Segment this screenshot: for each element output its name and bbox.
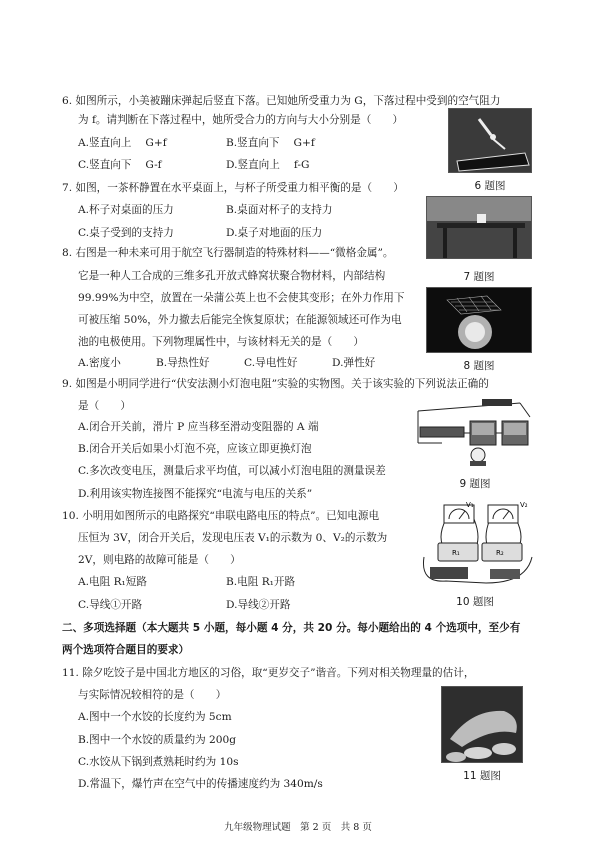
q10-figure-circuit xyxy=(416,499,540,589)
q8-option-c: C.导电性好 xyxy=(244,357,298,369)
q8-option-b: B.导热性好 xyxy=(156,357,210,369)
q7-figure-teacup xyxy=(426,196,532,259)
q8-option-d: D.弹性好 xyxy=(332,357,376,369)
q6-figure-caption: 6 题图 xyxy=(474,180,506,192)
q11-option-d: D.常温下，爆竹声在空气中的传播速度约为 340m/s xyxy=(78,778,323,790)
section2-header-line1: 二、多项选择题（本大题共 5 小题，每小题 4 分，共 20 分。每小题给出的 4 个选项中，至少有 xyxy=(62,622,521,634)
q11-stem-line2: 与实际情况较相符的是（ ） xyxy=(78,689,227,701)
q11-figure-caption: 11 题图 xyxy=(463,770,501,782)
q11-option-c: C.水饺从下锅到煮熟耗时约为 10s xyxy=(78,756,239,768)
q9-stem-line1: 9. 如图是小明同学进行“伏安法测小灯泡电阻”实验的实物图。关于该实验的下列说法正确的 xyxy=(62,378,489,390)
q10-fig-label-r1: R₁ xyxy=(452,549,460,557)
q10-fig-label-r2: R₂ xyxy=(496,549,504,557)
q9-stem-line2: 是（ ） xyxy=(78,400,131,412)
q8-stem-line5: 池的电极使用。下列物理属性中，与该材料无关的是（ ） xyxy=(78,336,365,348)
q10-option-c: C.导线①开路 xyxy=(78,599,143,611)
q11-stem-line1: 11. 除夕吃饺子是中国北方地区的习俗，取“更岁交子”谐音。下列对相关物理量的估计， xyxy=(62,667,475,679)
q6-figure-trampoline xyxy=(448,108,532,173)
q8-stem-line1: 8. 右图是一种未来可用于航空飞行器制造的特殊材料——“微格金属”。 xyxy=(62,247,394,259)
q7-figure-caption: 7 题图 xyxy=(463,271,495,283)
q10-option-b: B.电阻 R₁开路 xyxy=(226,576,296,588)
q9-option-b: B.闭合开关后如果小灯泡不亮，应该立即更换灯泡 xyxy=(78,443,312,455)
q7-option-c: C.桌子受到的支持力 xyxy=(78,227,174,239)
q6-option-a: A.竖直向上 G+f xyxy=(78,137,167,149)
page-footer: 九年级物理试题 第 2 页 共 8 页 xyxy=(224,822,372,833)
q10-figure-caption: 10 题图 xyxy=(456,596,494,608)
q8-stem-line2: 它是一种人工合成的三维多孔开放式蜂窝状聚合物材料，内部结构 xyxy=(78,270,386,282)
q6-stem-line1: 6. 如图所示，小美被蹦床弹起后竖直下落。已知她所受重力为 G，下落过程中受到的空气阻力 xyxy=(62,95,501,107)
q10-option-a: A.电阻 R₁短路 xyxy=(78,576,147,588)
q6-option-b: B.竖直向下 G+f xyxy=(226,137,315,149)
q9-figure-caption: 9 题图 xyxy=(459,478,491,490)
q9-option-a: A.闭合开关前，滑片 P 应当移至滑动变阻器的 A 端 xyxy=(78,421,319,433)
section2-header-line2: 两个选项符合题目的要求） xyxy=(62,644,190,656)
q9-option-d: D.利用该实物连接图不能探究“电流与电压的关系” xyxy=(78,488,313,500)
q7-stem-line1: 7. 如图，一茶杯静置在水平桌面上，与杯子所受重力相平衡的是（ ） xyxy=(62,182,404,194)
q10-fig-label-v2: V₂ xyxy=(520,501,528,509)
q6-stem-line2: 为 f。请判断在下落过程中，她所受合力的方向与大小分别是（ ） xyxy=(78,114,404,126)
q8-stem-line4: 可被压缩 50%，外力撤去后能完全恢复原状；在能源领域还可作为电 xyxy=(78,314,402,326)
q11-figure-dumplings xyxy=(441,686,523,763)
q10-fig-label-v1: V₁ xyxy=(466,501,474,509)
q9-figure-circuit xyxy=(412,397,536,467)
q6-option-d: D.竖直向上 f-G xyxy=(226,159,310,171)
q10-option-d: D.导线②开路 xyxy=(226,599,291,611)
q10-stem-line3: 2V，则电路的故障可能是（ ） xyxy=(78,554,241,566)
q7-option-b: B.桌面对杯子的支持力 xyxy=(226,204,333,216)
q10-stem-line2: 压恒为 3V，闭合开关后，发现电压表 V₁的示数为 0、V₂的示数为 xyxy=(78,532,388,544)
q8-option-a: A.密度小 xyxy=(78,357,121,369)
q10-stem-line1: 10. 小明用如图所示的电路探究“串联电路电压的特点”。已知电源电 xyxy=(62,510,380,522)
q7-option-d: D.桌子对地面的压力 xyxy=(226,227,323,239)
q8-stem-line3: 99.99%为中空，放置在一朵蒲公英上也不会使其变形；在外力作用下 xyxy=(78,292,405,304)
q9-option-c: C.多次改变电压，测量后求平均值，可以减小灯泡电阻的测量误差 xyxy=(78,465,386,477)
q11-option-a: A.图中一个水饺的长度约为 5cm xyxy=(78,711,232,723)
q7-option-a: A.杯子对桌面的压力 xyxy=(78,204,174,216)
q8-figure-caption: 8 题图 xyxy=(463,360,495,372)
q11-option-b: B.图中一个水饺的质量约为 200g xyxy=(78,734,237,746)
q8-figure-microlattice xyxy=(426,287,532,353)
q6-option-c: C.竖直向下 G-f xyxy=(78,159,162,171)
